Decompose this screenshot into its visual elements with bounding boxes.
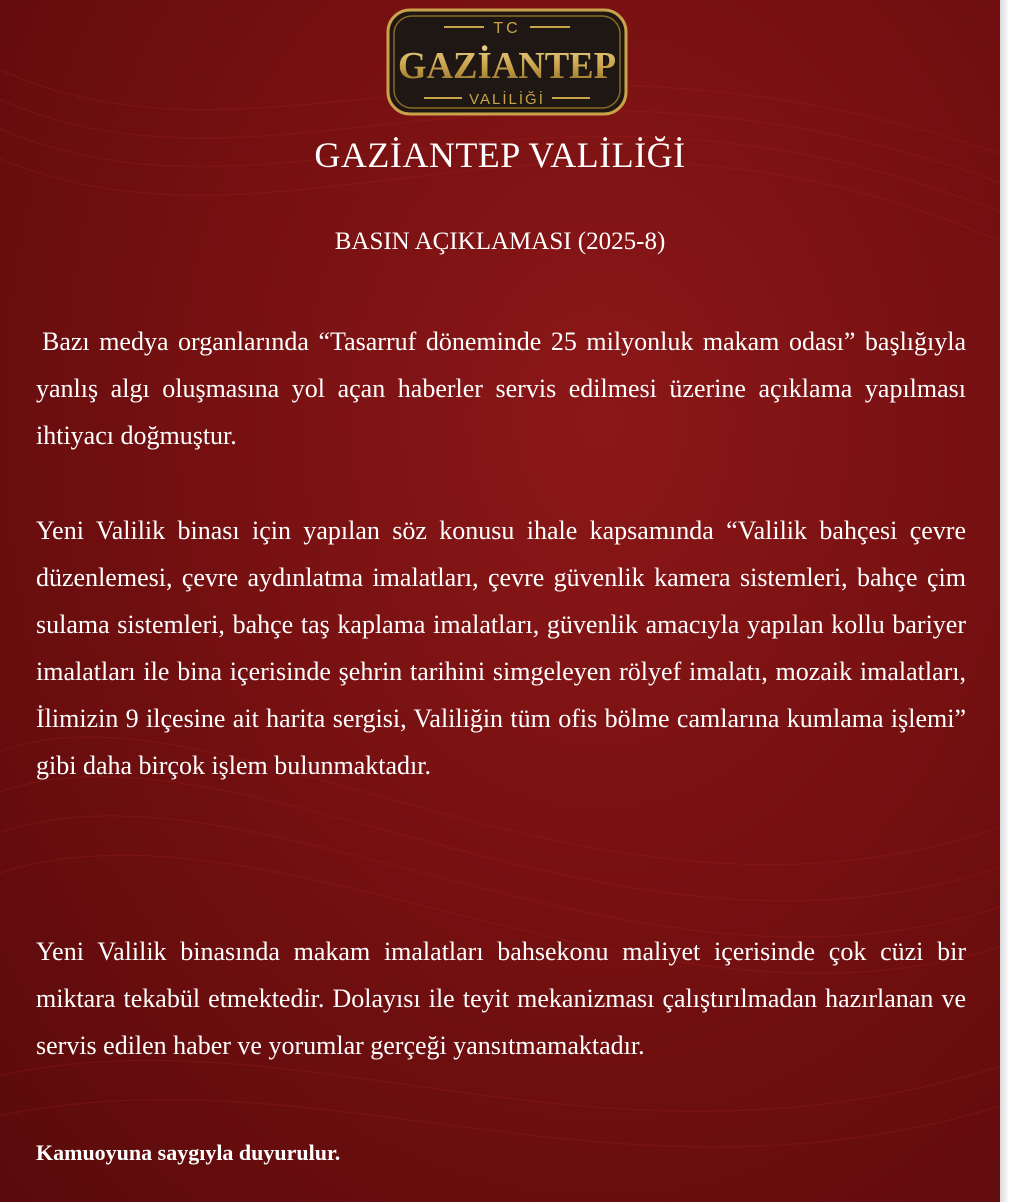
paragraph-tender-scope: Yeni Valilik binası için yapılan söz konusu ihale kapsamında “Valilik bahçesi çevre düzenlemesi, çevre aydınlatma imalatları, çevre güvenlik kamera sistemleri, bahçe çim sulama sistemleri, bahçe taş kaplama imalatları, güvenlik amacıyla yapılan kollu bariyer imalatları ile bina içerisinde şehrin tarihini simgeleyen rölyef imalatı, mozaik imalatları, İlimizin 9 ilçesine ait harita sergisi, Valiliğin tüm ofis bölme camlarına kumlama işlemi” gibi daha birçok işlem bulunmaktadır. bbox=[36, 516, 966, 780]
document-title: GAZİANTEP VALİLİĞİ bbox=[314, 135, 686, 175]
logo-main-text: GAZİANTEP bbox=[398, 45, 616, 87]
closing-statement: Kamuoyuna saygıyla duyurulur. bbox=[36, 1140, 341, 1165]
logo-top-text: TC bbox=[493, 20, 521, 37]
logo-bottom-text: VALİLİĞİ bbox=[469, 91, 545, 108]
document-subtitle: BASIN AÇIKLAMASI (2025-8) bbox=[334, 228, 666, 255]
paragraph-intro: Bazı medya organlarında “Tasarruf döneminde 25 milyonluk makam odası” başlığıyla yanlış algı oluşmasına yol açan haberler servis edilmesi üzerine açıklama yapılması ihtiyacı doğmuştur. bbox=[36, 327, 966, 450]
paragraph-conclusion: Yeni Valilik binasında makam imalatları bahsekonu maliyet içerisinde çok cüzi bir miktara tekabül etmektedir. Dolayısı ile teyit mekanizması çalıştırılmadan hazırlanan ve servis edilen haber ve yorumlar gerçeği yansıtmamaktadır. bbox=[36, 937, 966, 1060]
page-edge bbox=[1000, 0, 1009, 1202]
gaziantep-valiligi-logo bbox=[384, 6, 630, 118]
